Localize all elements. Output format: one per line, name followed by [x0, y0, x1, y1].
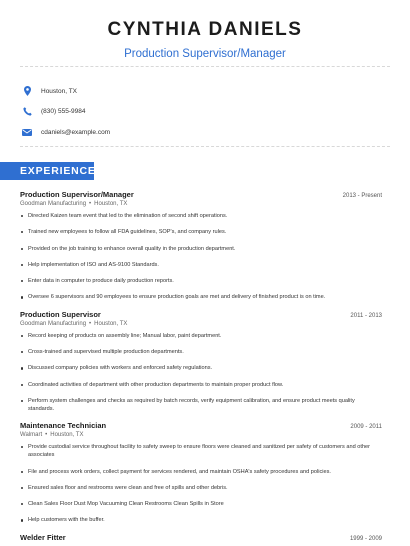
contact-phone: [22, 103, 110, 121]
bullet-item: Clean Sales Floor Dust Mop Vacuuming Clean Restrooms Clean Spills in Store: [20, 500, 382, 508]
job-location: Houston, TX: [94, 320, 128, 327]
job-header: [20, 310, 382, 319]
job-bullets: [20, 212, 382, 301]
bullet-item: Provide custodial service throughout facility to safety sweep to ensure floors were cleaned and sanitized per safety of customers and other associates: [20, 443, 382, 459]
job-title: Maintenance Technician: [20, 421, 107, 431]
separator-dot: •: [45, 432, 48, 439]
resume-header: [0, 0, 410, 61]
contact-location: [22, 82, 110, 100]
job-dates: 1999 - 2009: [349, 535, 382, 542]
bullet-item: Cross-trained and supervised multiple production departments.: [20, 348, 382, 356]
bullet-item: Perform system challenges and checks as required by batch records, verify equipment calibration, and ensure product meets quality standards.: [20, 397, 382, 413]
job-dates: 2009 - 2011: [350, 424, 382, 431]
job-header: [20, 421, 382, 430]
job-header: [20, 533, 382, 542]
candidate-name: CYNTHIA DANIELS: [107, 19, 303, 40]
job-title: Welder Fitter: [20, 532, 66, 542]
candidate-title: Production Supervisor/Manager: [124, 48, 286, 60]
job-dates: 2011 - 2013: [350, 312, 382, 319]
bullet-item: File and process work orders, collect payment for services rendered, and maintain OSHA's safety procedures and policies.: [20, 468, 382, 476]
bullet-item: Help implementation of ISO and AS-9100 Standards.: [20, 261, 382, 269]
contact-divider: [20, 146, 390, 147]
email-text: cdaniels@example.com: [41, 128, 111, 136]
bullet-item: Directed Kaizen team event that led to the elimination of second shift operations.: [20, 212, 382, 220]
job-header: [20, 190, 382, 199]
header-divider: [20, 66, 390, 67]
job-employer: [20, 321, 382, 327]
experience-section-heading: EXPERIENCE: [0, 162, 94, 180]
job-entry: [20, 533, 382, 542]
job-bullets: [20, 332, 382, 413]
location-pin-icon: [22, 86, 32, 96]
job-bullets: [20, 443, 382, 524]
experience-list: [20, 190, 382, 546]
job-dates: 2013 - Present: [342, 193, 382, 199]
separator-dot: •: [89, 201, 92, 207]
job-employer: [20, 201, 382, 207]
separator-dot: •: [89, 320, 92, 327]
bullet-item: Oversee 6 supervisors and 90 employees to ensure production goals are met and delivery of finished product is on time.: [20, 293, 382, 301]
bullet-item: Ensured sales floor and restrooms were clean and free of spills and other debris.: [20, 484, 382, 492]
bullet-item: Discussed company policies with workers and enforced safety regulations.: [20, 364, 382, 372]
bullet-item: Provided on the job training to enhance overall quality in the production department.: [20, 245, 382, 253]
job-employer: [20, 432, 382, 438]
phone-icon: [22, 107, 32, 117]
job-entry: [20, 310, 382, 413]
bullet-item: Coordinated activities of department with other production departments to maintain proper product flow.: [20, 381, 382, 389]
phone-text: (830) 555-9984: [41, 108, 86, 115]
company-name: Walmart: [20, 432, 43, 439]
company-name: Goodman Manufacturing: [20, 201, 87, 207]
bullet-item: Record keeping of products on assembly line; Manual labor, paint department.: [20, 332, 382, 340]
bullet-item: Help customers with the buffer.: [20, 516, 382, 524]
job-title: Production Supervisor/Manager: [20, 190, 134, 199]
job-entry: [20, 421, 382, 524]
job-entry: [20, 190, 382, 301]
job-location: Houston, TX: [94, 201, 128, 207]
contact-email: [22, 123, 110, 141]
job-location: Houston, TX: [50, 432, 84, 439]
location-text: Houston, TX: [41, 87, 78, 95]
job-title: Production Supervisor: [20, 309, 101, 319]
bullet-item: Trained new employees to follow all FDA guidelines, SOP's, and company rules.: [20, 228, 382, 236]
contact-info: [22, 82, 110, 144]
bullet-item: Enter data in computer to produce daily production reports.: [20, 277, 382, 285]
company-name: Goodman Manufacturing: [20, 320, 87, 327]
email-icon: [22, 127, 32, 137]
